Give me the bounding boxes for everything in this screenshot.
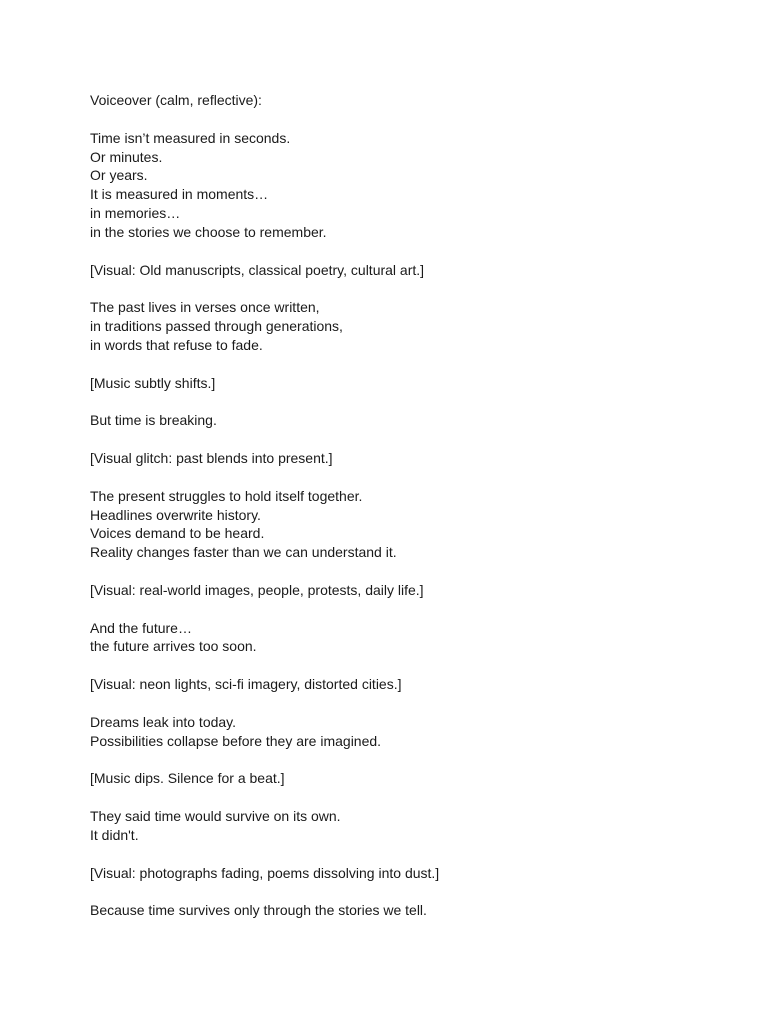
script-line: in traditions passed through generations, (90, 318, 343, 335)
script-line: Voiceover (calm, reflective): (90, 92, 262, 108)
script-line: Or years. (90, 167, 148, 184)
stage-direction: [Visual: photographs fading, poems dissolving into dust.] (90, 864, 440, 881)
stage-direction: [Visual glitch: past blends into present.] (90, 450, 333, 467)
stage-direction: [Music subtly shifts.] (90, 374, 216, 391)
script-line: They said time would survive on its own. (90, 808, 341, 825)
script-line: And the future… (90, 619, 192, 636)
script-line: Dreams leak into today. (90, 713, 237, 730)
blank-line (90, 110, 730, 129)
blank-line (90, 279, 730, 298)
blank-line (90, 751, 730, 770)
blank-line (90, 600, 730, 619)
script-line: It is measured in moments… (90, 186, 269, 203)
blank-line (90, 656, 730, 675)
blank-line (90, 468, 730, 487)
script-line: It didn't. (90, 826, 139, 843)
blank-line (90, 242, 730, 261)
script-line: Possibilities collapse before they are imagined. (90, 732, 382, 749)
script-line: Or minutes. (90, 148, 163, 165)
blank-line (90, 788, 730, 807)
blank-line (90, 694, 730, 713)
script-line: in the stories we choose to remember. (90, 223, 327, 240)
stage-direction: [Visual: real-world images, people, protests, daily life.] (90, 581, 424, 598)
script-line: Time isn’t measured in seconds. (90, 129, 291, 146)
stage-direction: [Visual: Old manuscripts, classical poetry, cultural art.] (90, 261, 425, 278)
blank-line (90, 430, 730, 449)
script-line: The present struggles to hold itself together. (90, 487, 363, 504)
stage-direction: [Music dips. Silence for a beat.] (90, 770, 285, 787)
script-line: Headlines overwrite history. (90, 506, 261, 523)
script-line: in words that refuse to fade. (90, 336, 263, 353)
script-line: But time is breaking. (90, 412, 217, 429)
stage-direction: [Visual: neon lights, sci-fi imagery, distorted cities.] (90, 676, 402, 693)
script-line: The past lives in verses once written, (90, 299, 320, 316)
blank-line (90, 882, 730, 901)
script-line: in memories… (90, 205, 181, 222)
script-line: the future arrives too soon. (90, 638, 257, 655)
blank-line (90, 355, 730, 374)
blank-line (90, 393, 730, 412)
script-line: Reality changes faster than we can understand it. (90, 544, 397, 561)
blank-line (90, 562, 730, 581)
script-line: Because time survives only through the stories we tell. (90, 902, 427, 919)
script-page (90, 91, 730, 920)
script-line: Voices demand to be heard. (90, 525, 265, 542)
blank-line (90, 845, 730, 864)
